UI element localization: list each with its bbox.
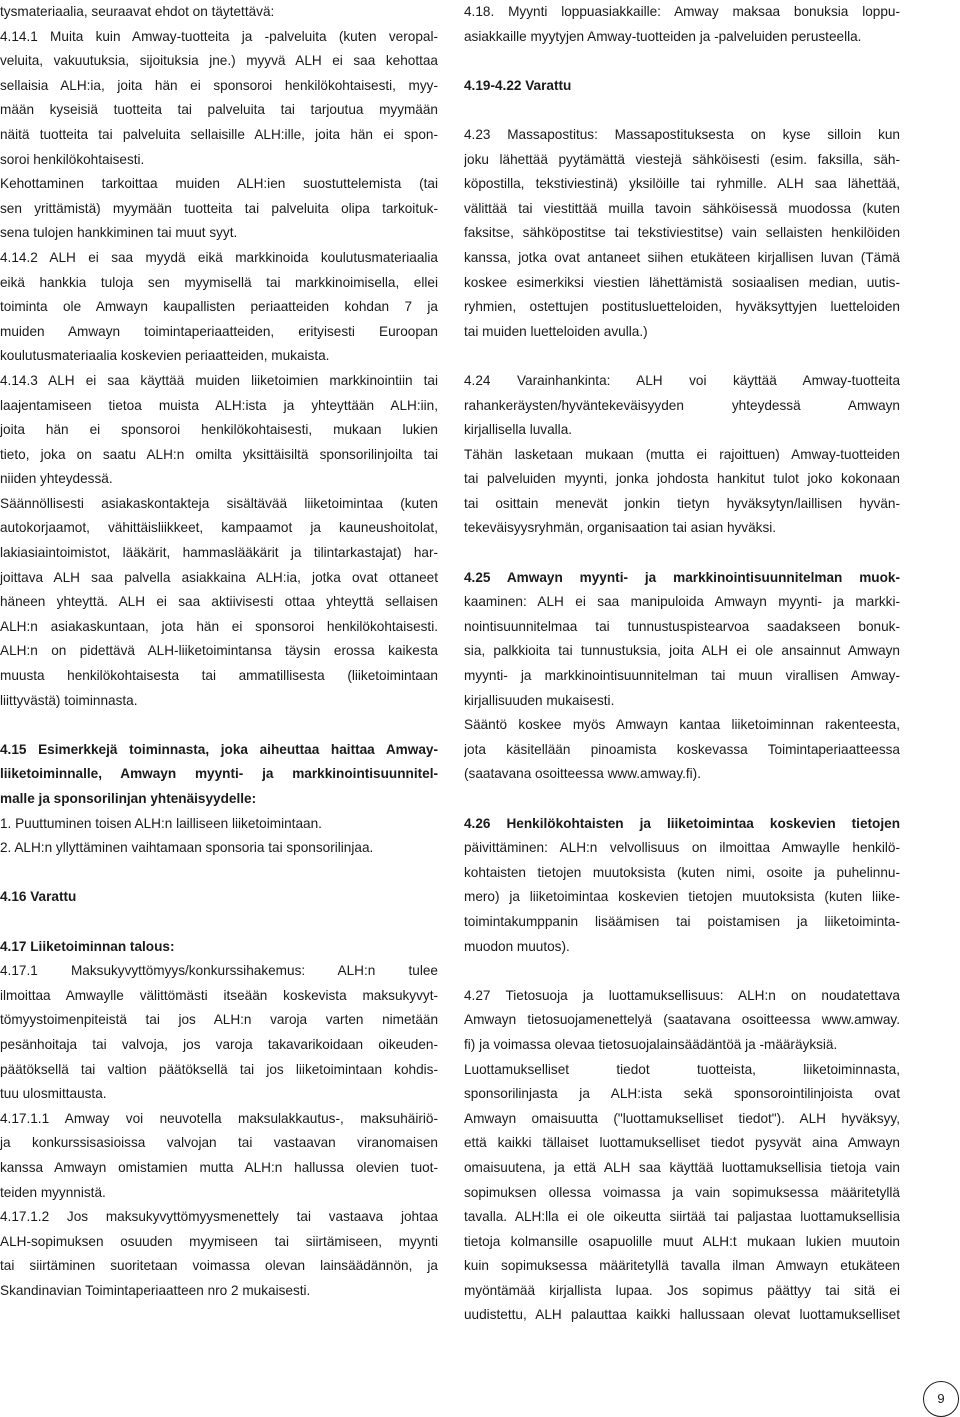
text-line: Luottamukselliset tiedot tuotteista, liiketoiminnasta, xyxy=(464,1061,900,1077)
text-line: välittää tai viestittää muilla tavoin sähköisessä muodossa (kuten xyxy=(464,200,900,216)
text-line: laajentamiseen tietoa muista ALH:ista ja yhteyttään ALH:iin, xyxy=(0,397,438,413)
text-line: myöntämää kirjallista lupaa. Jos sopimus päättyy tai sitä ei xyxy=(464,1282,900,1298)
text-line: joittava ALH saa palvella asiakkaina ALH:ia, jotka ovat ottaneet xyxy=(0,569,438,585)
section-heading: 4.26 Henkilökohtaisten ja liiketoimintaa koskevien tietojen xyxy=(464,815,900,831)
text-line: päivittäminen: ALH:n velvollisuus on ilmoittaa Amwaylle henkilö- xyxy=(464,840,900,856)
text-line: tai palveluiden myynti, jonka johdosta hankitut tulot joko kokonaan xyxy=(464,471,900,487)
text-line: 4.14.2 ALH ei saa myydä eikä markkinoida koulutusmateriaalia xyxy=(0,249,438,265)
text-line: näitä tuotteita tai palveluita sellaisille ALH:ille, joita hän ei spon- xyxy=(0,126,438,142)
text-line: eikä hankkia tuloja sen myymisellä tai markkinoimisella, ellei xyxy=(0,274,438,290)
text-line: ilmoittaa Amwaylle välittömästi itseään koskevista maksukyvyt- xyxy=(0,987,438,1003)
text-line: teiden myynnistä. xyxy=(0,1184,106,1200)
text-line: liittyvästä) toiminnasta. xyxy=(0,692,138,708)
text-line: tavalla. ALH:lla ei ole oikeutta siirtää tai paljastaa luottamuksellisia xyxy=(464,1209,900,1225)
section-heading: 4.16 Varattu xyxy=(0,889,77,905)
text-line: myynti- ja markkinointisuunnitelman tai muun virallisen Amway- xyxy=(464,668,900,684)
text-line: 4.17.1 Maksukyvyttömyys/konkurssihakemus: ALH:n tulee xyxy=(0,963,438,979)
text-line: mään kyseisiä tuotteita tai palveluita tai tarjoutua myymään xyxy=(0,102,438,118)
text-line: joita hän ei sponsoroi henkilökohtaisesti, mukaan lukien xyxy=(0,422,438,438)
left-column xyxy=(0,0,438,1303)
text-line: soroi henkilökohtaisesti. xyxy=(0,151,145,167)
text-line: 4.17.1.1 Amway voi neuvotella maksulakkautus-, maksuhäiriö- xyxy=(0,1110,438,1126)
text-line: muodon muutos). xyxy=(464,938,570,954)
text-line: joku lähettää pyytämättä viestejä sähköisesti (esim. faksilla, säh- xyxy=(464,151,900,167)
text-line: sia, palkkioita tai tunnustuksia, joita ALH ei ole ansainnut Amwayn xyxy=(464,643,900,659)
right-column xyxy=(464,0,900,1328)
text-line: sopimuksen ollessa voimassa ja vain sopimuksessa määritetyllä xyxy=(464,1184,900,1200)
text-line: tysmateriaalia, seuraavat ehdot on täytettävä: xyxy=(0,4,275,19)
text-line: häneen yhteyttä. ALH ei saa aktiivisesti ottaa yhteyttä sellaisen xyxy=(0,594,438,610)
section-heading: 4.19-4.22 Varattu xyxy=(464,77,572,93)
text-line: muusta henkilökohtaisesta tai ammatillisesta (liiketoimintaan xyxy=(0,668,438,684)
text-line: että kaikki tällaiset luottamukselliset tiedot pysyvät aina Amwayn xyxy=(464,1135,900,1151)
text-line: 4.27 Tietosuoja ja luottamuksellisuus: ALH:n on noudatettava xyxy=(464,987,900,1003)
section-heading: 4.15 Esimerkkejä toiminnasta, joka aiheuttaa haittaa Amway- xyxy=(0,741,438,757)
text-line: Säännöllisesti asiakaskontakteja sisältävää liiketoimintaa (kuten xyxy=(0,495,438,511)
text-line: kaaminen: ALH ei saa manipuloida Amwayn myynti- ja markki- xyxy=(464,594,900,610)
text-line: veluita, vakuutuksia, sijoituksia jne.) myyvä ALH ei saa kehottaa xyxy=(0,53,438,69)
text-line: Amwayn omaisuutta ("luottamukselliset tiedot"). ALH hyväksyy, xyxy=(464,1110,900,1126)
text-line: sena tulojen hankkiminen tai muut syyt. xyxy=(0,225,238,241)
text-line: autokorjaamot, vähittäisliikkeet, kampaamot ja kauneushoitolat, xyxy=(0,520,438,536)
text-line: niiden yhteydessä. xyxy=(0,471,113,487)
text-line: pesänhoitaja tai valvoja, jos varoja takavarikoidaan oikeuden- xyxy=(0,1036,438,1052)
text-line: koskee esimerkiksi viestien lähettämistä sosiaalisen median, uutis- xyxy=(464,274,900,290)
text-line: ALH-sopimuksen osuuden myymiseen tai siirtämiseen, myynti xyxy=(0,1233,438,1249)
text-line: kohtaisten tietojen muutoksista (kuten nimi, osoite ja puhelinnu- xyxy=(464,864,900,880)
text-line: tai muiden luetteloiden avulla.) xyxy=(464,323,648,339)
text-line: 4.14.1 Muita kuin Amway-tuotteita ja -palveluita (kuten veropal- xyxy=(0,28,438,44)
text-line: köpostilla, tekstiviestinä) yksilöille tai ryhmille. ALH saa lähettää, xyxy=(464,176,900,192)
text-line: tieto, joka on saatu ALH:n omilta yksittäisiltä sponsorilinjoilta tai xyxy=(0,446,438,462)
text-line: toimintakumppanin lisäämisen tai poistamisen ja liiketoiminta- xyxy=(464,913,900,929)
text-line: tömyystoimenpiteistä tai jos ALH:n varoja varten nimetään xyxy=(0,1012,438,1028)
text-line: rahankeräysten/hyväntekeväisyyden yhteydessä Amwayn xyxy=(464,397,900,413)
text-line: sponsorilinjasta ja ALH:ista sekä sponsorointilinjoista ovat xyxy=(464,1086,900,1102)
text-line: kirjallisella luvalla. xyxy=(464,422,573,438)
text-line: Sääntö koskee myös Amwayn kantaa liiketoiminnan rakenteesta, xyxy=(464,717,900,733)
list-item: 2. ALH:n yllyttäminen vaihtamaan sponsoria tai sponsorilinjaa. xyxy=(0,840,374,856)
text-line: jota käsitellään pinoamista koskevassa Toimintaperiaatteessa xyxy=(464,741,900,757)
text-line: kanssa, jotka ovat antaneet siihen etukäteen kirjallisen luvan (Tämä xyxy=(464,249,900,265)
text-line: ryhmien, ostettujen postitusluetteloiden, hyväksyttyjen luetteloiden xyxy=(464,299,900,315)
text-line: omaisuutena, ja että ALH saa käyttää luottamuksellisia tietoja vain xyxy=(464,1159,900,1175)
text-line: tai osittain menevät jonkin tietyn hyväksytyn/laillisen hyvän- xyxy=(464,495,900,511)
text-line: lakiasiaintoimistot, lääkärit, hammaslääkärit ja tilintarkastajat) har- xyxy=(0,545,438,561)
text-line: Kehottaminen tarkoittaa muiden ALH:ien suostuttelemista (tai xyxy=(0,176,438,192)
text-line: 4.18. Myynti loppuasiakkaille: Amway maksaa bonuksia loppu- xyxy=(464,4,900,19)
text-line: toiminta ole Amwayn kaupallisten periaatteiden kohdan 7 ja xyxy=(0,299,438,315)
text-line: tuu ulosmittausta. xyxy=(0,1086,107,1102)
text-line: sellaisia ALH:ia, joita hän ei sponsoroi henkilökohtaisesti, myy- xyxy=(0,77,438,93)
text-line: uudistettu, ALH palauttaa kaikki hallussaan olevat luottamukselliset xyxy=(464,1307,900,1323)
text-line: ja konkurssisasioissa valvojan tai vastaavan viranomaisen xyxy=(0,1135,438,1151)
list-item: 1. Puuttuminen toisen ALH:n lailliseen liiketoimintaan. xyxy=(0,815,322,831)
text-line: 4.23 Massapostitus: Massapostituksesta on kyse silloin kun xyxy=(464,126,900,142)
text-line: mero) ja liiketoimintaa koskevien tietojen muutoksista (kuten liike- xyxy=(464,889,900,905)
page-number: 9 xyxy=(923,1381,959,1417)
text-line: Skandinavian Toimintaperiaatteen nro 2 mukaisesti. xyxy=(0,1282,311,1298)
text-line: kanssa Amwayn omistamien mutta ALH:n hallussa olevien tuot- xyxy=(0,1159,438,1175)
text-line: ALH:n asiakaskuntaan, jota hän ei sponsoroi henkilökohtaisesti. xyxy=(0,618,438,634)
text-line: nointisuunnitelmaa tai tunnustuspistearvoa saadakseen bonuk- xyxy=(464,618,900,634)
text-line: 4.24 Varainhankinta: ALH voi käyttää Amway-tuotteita xyxy=(464,372,900,388)
text-line: Amwayn tietosuojamenettelyä (saatavana osoitteessa www.amway. xyxy=(464,1012,900,1028)
text-line: 4.14.3 ALH ei saa käyttää muiden liiketoimien markkinointiin tai xyxy=(0,372,438,388)
text-line: koulutusmateriaalia koskevien periaatteiden, mukaista. xyxy=(0,348,330,364)
text-line: asiakkaille myytyjen Amway-tuotteiden ja -palveluiden perusteella. xyxy=(464,28,862,44)
text-line: tekeväisyysryhmän, organisaation tai asian hyväksi. xyxy=(464,520,777,536)
text-line: Tähän lasketaan mukaan (mutta ei rajoittuen) Amway-tuotteiden xyxy=(464,446,900,462)
text-line: kuin sopimuksessa määritetyllä tavalla ilman Amwayn etukäteen xyxy=(464,1258,900,1274)
text-line: (saatavana osoitteessa www.amway.fi). xyxy=(464,766,701,782)
section-heading: malle ja sponsorilinjan yhtenäisyydelle: xyxy=(0,791,257,806)
text-line: sen yrittämistä) myymään tuotteita tai palveluita olipa tarkoituk- xyxy=(0,200,438,216)
text-line: kirjallisuuden mukaisesti. xyxy=(464,692,615,708)
text-line: päätöksellä tai valtion päätöksellä tai jos liiketoimintaan kohdis- xyxy=(0,1061,438,1077)
text-line: tietoja kolmansille osapuolille muut ALH:t mukaan lukien muutoin xyxy=(464,1233,900,1249)
text-line: tai siirtäminen suoritetaan voimassa olevan lainsäädännön, ja xyxy=(0,1258,438,1274)
text-line: faksitse, sähköpostitse tai tekstiviestitse) vain sellaisten henkilöiden xyxy=(464,225,900,241)
section-heading: 4.17 Liiketoiminnan talous: xyxy=(0,938,175,954)
text-line: 4.17.1.2 Jos maksukyvyttömyysmenettely tai vastaava johtaa xyxy=(0,1209,438,1225)
text-line: muiden Amwayn toimintaperiaatteiden, erityisesti Euroopan xyxy=(0,323,438,339)
text-line: fi) ja voimassa olevaa tietosuojalainsäädäntöä ja -määräyksiä. xyxy=(464,1036,838,1052)
section-heading: liiketoiminnalle, Amwayn myynti- ja markkinointisuunnitel- xyxy=(0,766,438,782)
text-line: ALH:n on pidettävä ALH-liiketoimintansa täysin erossa kaikesta xyxy=(0,643,438,659)
section-heading: 4.25 Amwayn myynti- ja markkinointisuunnitelman muok- xyxy=(464,569,900,585)
